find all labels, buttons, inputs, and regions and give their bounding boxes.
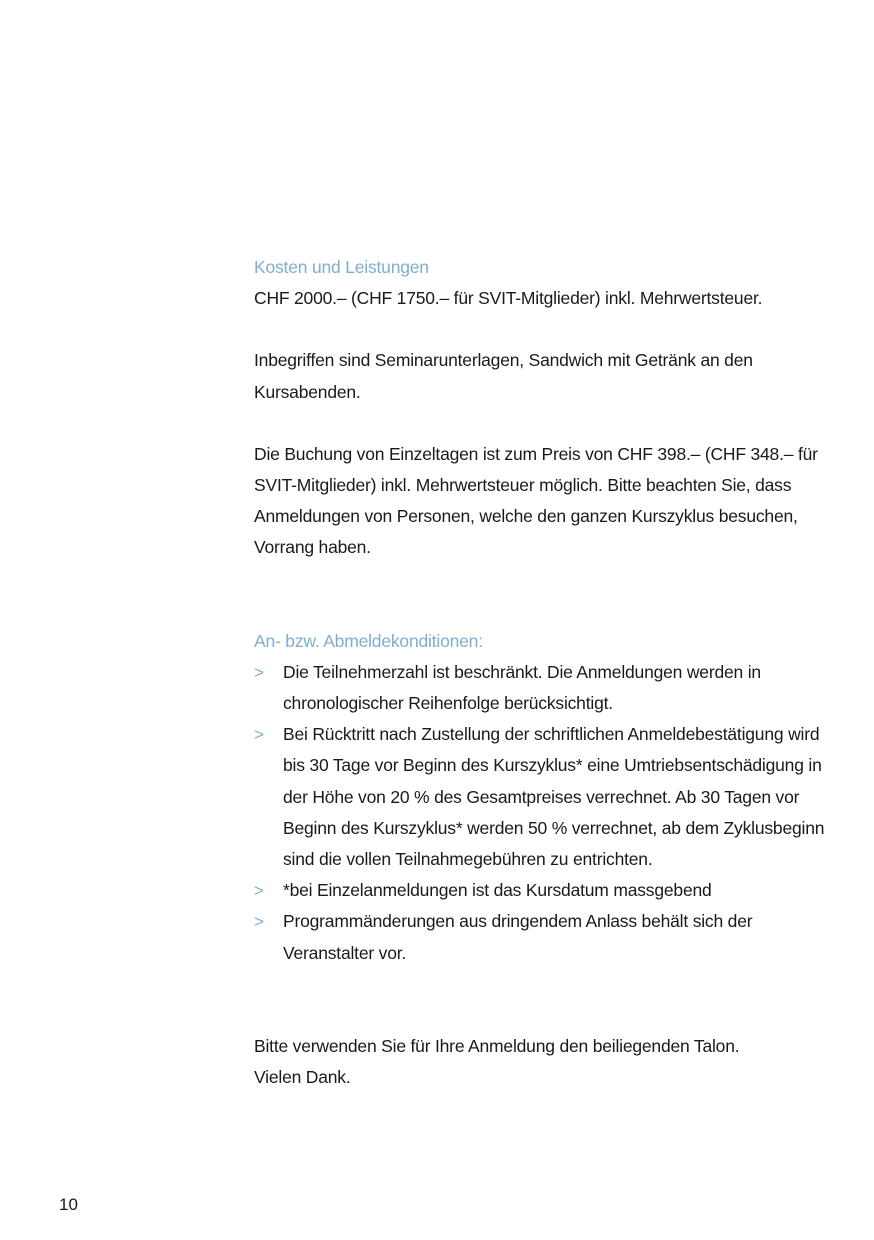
list-item-text: Bei Rücktritt nach Zustellung der schriftlichen Anmeldebestätigung wird bis 30 Tage vor Beginn des Kurszyklus* eine Umtriebsentschädigung in der Höhe von 20 % des Gesamtpreises verrechnet. Ab 30 Tagen vor Beginn des Kurszyklus* werden 50 % verrechnet, ab dem Zyklusbeginn sind die vollen Teilnahmegebühren zu entrichten. <box>283 724 825 870</box>
chevron-right-icon: > <box>254 662 264 682</box>
price-text: CHF 2000.– (CHF 1750.– für SVIT-Mitglieder) inkl. Mehrwertsteuer. <box>254 288 763 309</box>
list-item-text: Die Teilnehmerzahl ist beschränkt. Die Anmeldungen werden in chronologischer Reihenfolge berücksichtigt. <box>283 661 761 714</box>
list-item-text: *bei Einzelanmeldungen ist das Kursdatum massgebend <box>283 880 712 901</box>
main-content <box>254 252 834 1093</box>
included-text: Inbegriffen sind Seminarunterlagen, Sandwich mit Getränk an den Kursabenden. <box>254 350 753 402</box>
chevron-right-icon: > <box>254 881 264 901</box>
single-days-text: Die Buchung von Einzeltagen ist zum Preis von CHF 398.– (CHF 348.– für SVIT-Mitglieder) inkl. Mehrwertsteuer möglich. Bitte beachten Sie, dass Anmeldungen von Personen, welche den ganzen Kurszyklus besuchen, Vorrang haben. <box>254 443 818 558</box>
list-item <box>254 875 834 906</box>
closing-line-2: Vielen Dank. <box>254 1067 351 1088</box>
list-item <box>254 719 834 875</box>
chevron-right-icon: > <box>254 912 264 932</box>
list-item <box>254 657 834 719</box>
list-item <box>254 906 834 968</box>
list-item-text: Programmänderungen aus dringendem Anlass behält sich der Veranstalter vor. <box>283 911 753 963</box>
conditions-list <box>254 657 834 969</box>
costs-heading: Kosten und Leistungen <box>254 257 429 277</box>
closing-line-1: Bitte verwenden Sie für Ihre Anmeldung den beiliegenden Talon. <box>254 1035 740 1056</box>
page-number: 10 <box>59 1195 78 1214</box>
chevron-right-icon: > <box>254 725 264 745</box>
conditions-heading: An- bzw. Abmeldekonditionen: <box>254 630 483 651</box>
